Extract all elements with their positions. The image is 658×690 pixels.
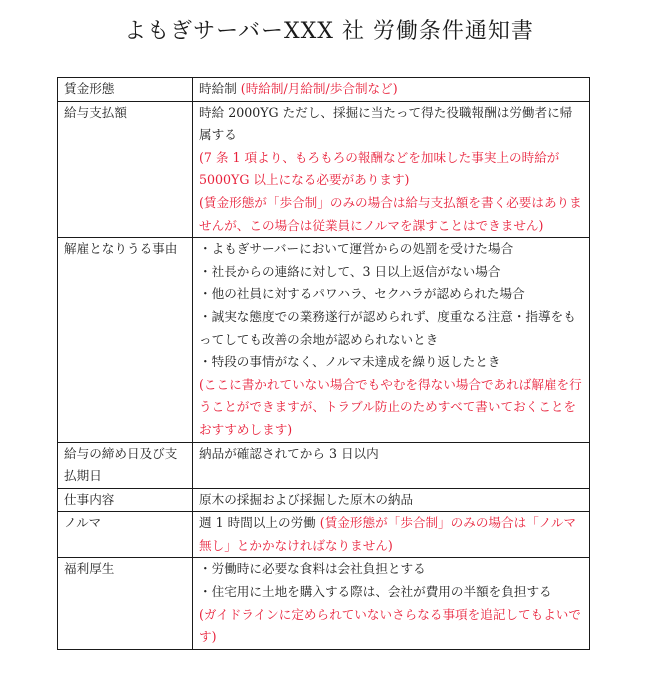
table-row-benefits (58, 558, 590, 649)
list-item: ・特段の事情がなく、ノルマ未達成を繰り返したとき (199, 354, 501, 370)
row-value: 原木の採掘および採掘した原木の納品 (193, 488, 590, 512)
value-text: 週 1 時間以上の労働 (199, 515, 316, 531)
row-value: 納品が確認されてから 3 日以内 (193, 442, 590, 488)
table-row-quota (58, 512, 590, 558)
note-text: (ここに書かれていない場合でもやむを得ない場合であれば解雇を行うことができますが、トラブル防止のためすべて書いておくことをおすすめします) (199, 376, 582, 437)
row-value (193, 238, 590, 442)
row-label: 給与支払額 (58, 101, 193, 238)
list-item: ・住宅用に土地を購入する際は、会社が費用の半額を負担する (199, 584, 552, 600)
row-label: 給与の締め日及び支払期日 (58, 442, 193, 488)
note-text: (7 条 1 項より、もろもろの報酬などを加味した事実上の時給が5000YG 以上になる必要があります) (199, 149, 560, 188)
row-label: 仕事内容 (58, 488, 193, 512)
list-item: ・社長からの連絡に対して、3 日以上返信がない場合 (199, 263, 501, 279)
list-item: ・労働時に必要な食料は会社負担とする (199, 561, 426, 577)
list-item: ・よもぎサーバーにおいて運営からの処罰を受けた場合 (199, 241, 514, 257)
row-value (193, 512, 590, 558)
table-row-job-description (58, 488, 590, 512)
row-label: 解雇となりうる事由 (58, 238, 193, 442)
note-text: (賃金形態が「歩合制」のみの場合は給与支払額を書く必要はありませんが、この場合は従業員にノルマを課すことはできません) (199, 194, 582, 233)
note-text: (時給制/月給制/歩合制など) (240, 81, 398, 96)
table-row-pay-amount (58, 101, 590, 238)
table-row-dismissal-grounds (58, 238, 590, 442)
row-label: 福利厚生 (58, 558, 193, 649)
table-row-pay-deadline (58, 442, 590, 488)
row-value (193, 558, 590, 649)
labor-conditions-table (57, 77, 590, 650)
value-text: 時給制 (199, 81, 237, 96)
note-text: (賃金形態が「歩合制」のみの場合は「ノルマ無し」とかかなければなりません) (199, 515, 577, 553)
value-text: 時給 2000YG ただし、採掘に当たって得た役職報酬は労働者に帰属する (199, 104, 573, 143)
row-label: ノルマ (58, 512, 193, 558)
list-item: ・誠実な態度での業務遂行が認められず、度重なる注意・指導をもってしても改善の余地が認められないとき (199, 308, 576, 347)
table-row-wage-type (58, 78, 590, 102)
row-label: 賃金形態 (58, 78, 193, 102)
row-value (193, 78, 590, 102)
document-title: よもぎサーバーXXX 社 労働条件通知書 (124, 19, 534, 44)
note-text: (ガイドラインに定められていないさらなる事項を追記してもよいです) (199, 606, 581, 645)
list-item: ・他の社員に対するパワハラ、セクハラが認められた場合 (199, 286, 525, 302)
row-value (193, 101, 590, 238)
